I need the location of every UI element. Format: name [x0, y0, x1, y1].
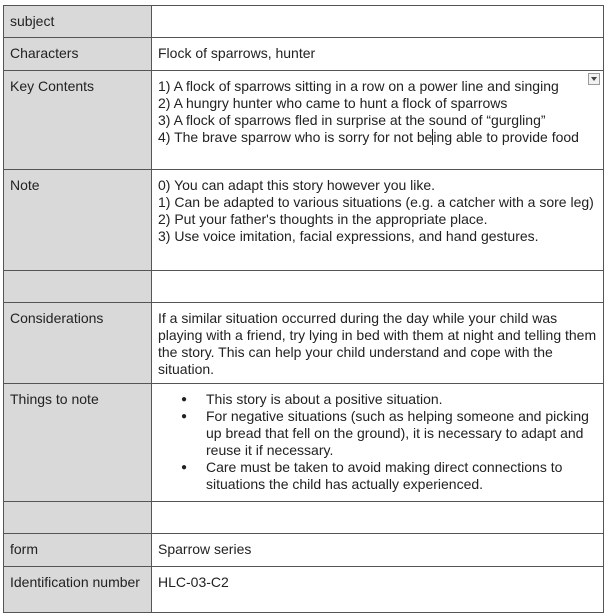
key-contents-line: 2) A hungry hunter who came to hunt a flock of sparrows — [158, 95, 508, 111]
row-subject — [4, 6, 604, 38]
row-considerations — [4, 303, 604, 384]
note-line: 0) You can adapt this story however you like. — [158, 177, 436, 193]
empty-label-2 — [4, 502, 152, 534]
dropdown-arrow-shape — [591, 77, 597, 81]
characters-label: Characters — [4, 38, 152, 71]
key-contents-line-part: ing able to provide food — [433, 129, 579, 145]
considerations-value[interactable]: If a similar situation occurred during the day while your child was playing with a friend, try lying in bed with them at night and telling them the story. This can help your child understand and cope with the situation. — [152, 303, 604, 384]
note-line: 3) Use voice imitation, facial expressions, and hand gestures. — [158, 228, 539, 244]
note-value[interactable] — [152, 170, 604, 271]
subject-label: subject — [4, 6, 152, 38]
key-contents-line-part: 4) The brave sparrow who is sorry for not be — [158, 129, 433, 145]
things-to-note-list — [158, 391, 597, 493]
considerations-label: Considerations — [4, 303, 152, 384]
row-characters — [4, 38, 604, 71]
form-label: form — [4, 534, 152, 567]
note-label: Note — [4, 170, 152, 271]
key-contents-value[interactable] — [152, 71, 604, 170]
key-contents-line — [158, 129, 597, 146]
empty-value-2[interactable] — [152, 502, 604, 534]
key-contents-label: Key Contents — [4, 71, 152, 170]
form-value[interactable]: Sparrow series — [152, 534, 604, 567]
identification-number-label: Identification number — [4, 567, 152, 613]
row-identification-number — [4, 567, 604, 613]
list-item: ● For negative situations (such as helping someone and picking up bread that fell on the ground), it is necessary to adapt and reuse it if necessary. — [206, 408, 597, 459]
empty-value-1[interactable] — [152, 271, 604, 303]
row-note — [4, 170, 604, 271]
things-to-note-label: Things to note — [4, 384, 152, 502]
note-line: 1) Can be adapted to various situations (e.g. a catcher with a sore leg) — [158, 194, 594, 210]
row-empty-2 — [4, 502, 604, 534]
row-form — [4, 534, 604, 567]
subject-value[interactable] — [152, 6, 604, 38]
row-things-to-note — [4, 384, 604, 502]
chevron-down-icon[interactable] — [588, 73, 600, 85]
list-item: ● This story is about a positive situation. — [206, 391, 597, 408]
row-empty-1 — [4, 271, 604, 303]
note-line: 2) Put your father's thoughts in the appropriate place. — [158, 211, 488, 227]
key-contents-line: 3) A flock of sparrows fled in surprise at the sound of “gurgling” — [158, 112, 546, 128]
story-info-table — [3, 5, 604, 613]
things-to-note-value[interactable] — [152, 384, 604, 502]
key-contents-line: 1) A flock of sparrows sitting in a row on a power line and singing — [158, 78, 559, 94]
identification-number-value[interactable]: HLC-03-C2 — [152, 567, 604, 613]
row-key-contents — [4, 71, 604, 170]
empty-label-1 — [4, 271, 152, 303]
list-item: ● Care must be taken to avoid making direct connections to situations the child has actually experienced. — [206, 459, 597, 493]
characters-value[interactable]: Flock of sparrows, hunter — [152, 38, 604, 71]
